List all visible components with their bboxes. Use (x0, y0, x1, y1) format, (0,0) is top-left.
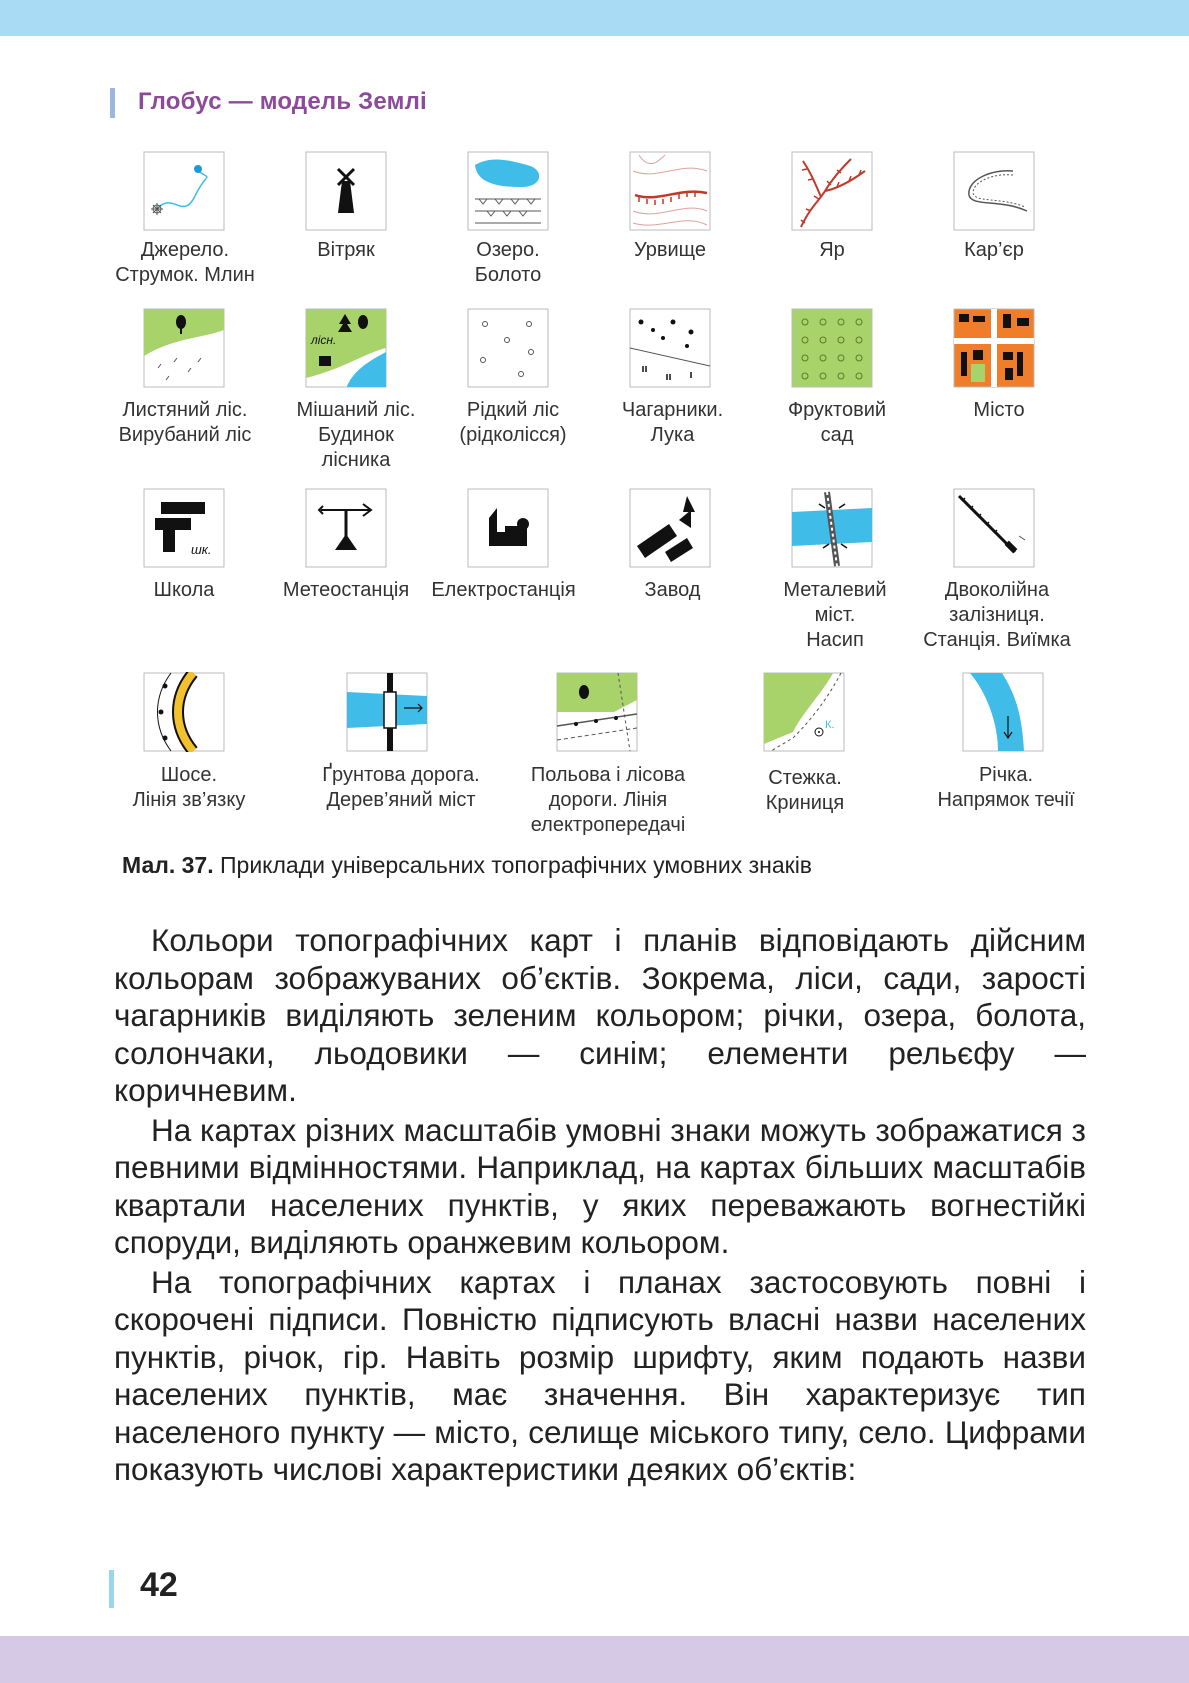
paragraph: На топографічних картах і планах застосовують повні і скорочені підписи. Повністю підписують власні назви населених пунктів, річок, гір. Навіть розмір шрифту, яким подають назви населених пунктів, має значення. Він характеризує тип населеного пункту — місто, селище міського типу, село. Цифрами показують числові характеристики деяких об’єктів: (114, 1263, 1086, 1487)
chapter-title: Глобус — модель Землі (138, 88, 427, 115)
svg-text:К.: К. (825, 719, 835, 731)
paragraph: На картах різних масштабів умовні знаки можуть зображатися з певними відмінностями. Наприклад, на картах більших масштабів квартали населених пунктів, у яких переважають вогнестійкі споруди, виділяють оранжевим кольором. (114, 1111, 1086, 1260)
caption-orchard: Фруктовий сад (787, 399, 887, 446)
caption-windmill: Вітряк (317, 239, 375, 261)
caption-weather-station: Метеостанція (282, 579, 410, 601)
spring-icon (143, 151, 225, 231)
power-plant-icon (467, 488, 549, 568)
dirt-road-icon (346, 672, 428, 752)
path-well-icon (763, 672, 845, 752)
highway-icon (143, 672, 225, 752)
cliff-icon (629, 151, 711, 231)
caption-shrubs: Чагарники. Лука (621, 399, 724, 446)
metal-bridge-icon (791, 488, 873, 568)
caption-mixed-forest: Мішаний ліс. Будинок лісника (296, 399, 416, 471)
caption-quarry: Кар’єр (964, 239, 1024, 261)
caption-dirt-road: Ґрунтова дорога. Дерев’яний міст (322, 764, 480, 811)
caption-deciduous-forest: Листяний ліс. Вирубаний ліс (118, 399, 252, 446)
page-number-accent-bar (109, 1570, 114, 1608)
caption-lake: Озеро. Болото (474, 239, 542, 286)
caption-river: Річка. Напрямок течії (937, 764, 1075, 811)
bottom-color-band (0, 1636, 1189, 1683)
body-text (114, 922, 1086, 1491)
svg-text:шк.: шк. (191, 542, 212, 557)
caption-highway: Шосе. Лінія зв’язку (132, 764, 246, 811)
caption-path-well: Стежка. Криниця (765, 767, 845, 814)
school-icon (143, 488, 225, 568)
city-icon (953, 308, 1035, 388)
figure-number: Мал. 37. (122, 852, 214, 878)
caption-metal-bridge: Металевий міст. Насип (783, 579, 887, 651)
caption-power-plant: Електростанція (431, 579, 576, 601)
factory-icon (629, 488, 711, 568)
mixed-forest-icon (305, 308, 387, 388)
caption-factory: Завод (644, 579, 701, 601)
caption-city: Місто (973, 399, 1025, 421)
svg-text:лісн.: лісн. (311, 333, 337, 347)
field-road-icon (556, 672, 638, 752)
lake-swamp-icon (467, 151, 549, 231)
river-icon (962, 672, 1044, 752)
figure-caption (122, 852, 812, 879)
top-color-band (0, 0, 1189, 36)
caption-railway: Двоколійна залізниця. Станція. Виїмка (923, 579, 1071, 651)
figure-caption-text: Приклади універсальних топографічних умовних знаків (220, 852, 813, 878)
railway-icon (953, 488, 1035, 568)
sparse-forest-icon (467, 308, 549, 388)
caption-ravine: Яр (819, 239, 845, 261)
quarry-icon (953, 151, 1035, 231)
caption-school: Школа (153, 579, 215, 601)
page-number: 42 (140, 1566, 178, 1604)
ravine-icon (791, 151, 873, 231)
caption-cliff: Урвище (633, 239, 707, 261)
paragraph: Кольори топографічних карт і планів відповідають дійсним кольорам зображуваних об’єктів. Зокрема, ліси, сади, зарості чагарників виділяють зеленим кольором; річки, озера, болота, солончаки, льодовики — синім; елементи рельєфу — коричневим. (114, 922, 1086, 1108)
deciduous-forest-icon (143, 308, 225, 388)
caption-sparse-forest: Рідкий ліс (рідколісся) (459, 399, 567, 446)
caption-spring: Джерело. Струмок. Млин (115, 239, 255, 286)
shrubs-meadow-icon (629, 308, 711, 388)
header-accent-bar (110, 88, 115, 118)
orchard-icon (791, 308, 873, 388)
windmill-icon (305, 151, 387, 231)
weather-station-icon (305, 488, 387, 568)
caption-field-road: Польова і лісова дороги. Лінія електропередачі (530, 764, 686, 836)
